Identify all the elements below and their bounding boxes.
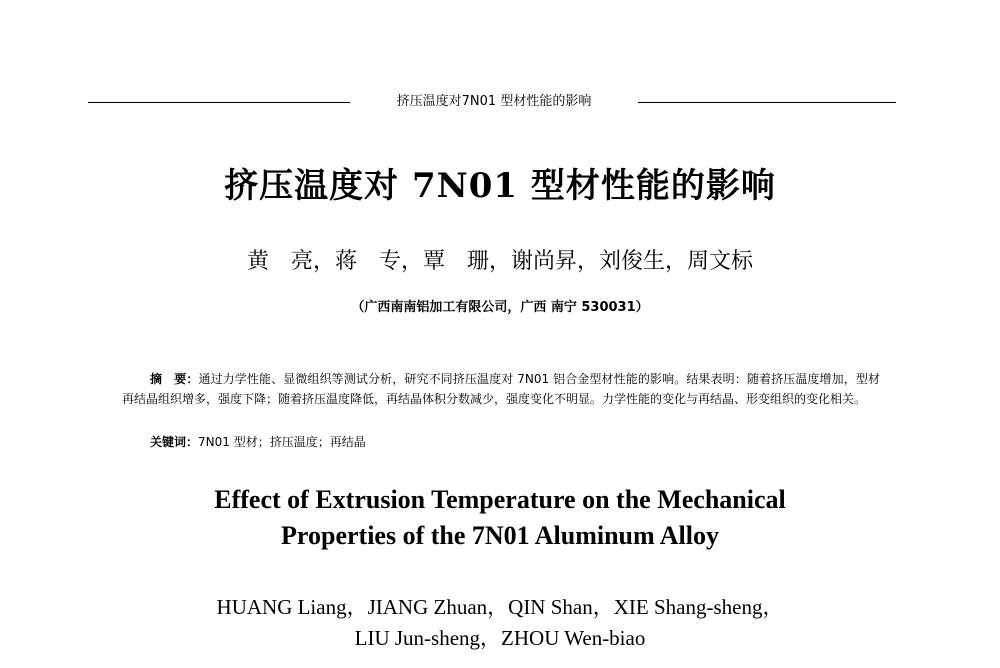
running-header (0, 92, 1000, 112)
paper-title-en (0, 482, 1000, 554)
abstract-cn (122, 369, 880, 409)
abstract-label: 摘 要： (150, 372, 199, 386)
authors-en-line-2: LIU Jun-sheng，ZHOU Wen-biao (354, 626, 646, 650)
keywords-label: 关键词： (150, 435, 199, 449)
running-header-text: 挤压温度对7N01 型材性能的影响 (396, 94, 592, 109)
header-rule-right (638, 102, 896, 103)
keywords-cn (150, 432, 880, 452)
keywords-text: 7N01 型材；挤压温度；再结晶 (198, 435, 366, 449)
header-rule-left (88, 102, 350, 103)
authors-cn: 黄 亮，蒋 专，覃 珊，谢尚昇，刘俊生，周文标 (246, 249, 753, 274)
title-en-line-2: Properties of the 7N01 Aluminum Alloy (281, 521, 719, 550)
authors-en (0, 592, 1000, 654)
authors-en-line-1: HUANG Liang，JIANG Zhuan，QIN Shan，XIE Shang-sheng， (216, 595, 784, 619)
affiliation-cn: （广西南南铝加工有限公司，广西 南宁 530031） (351, 300, 649, 315)
paper-title-cn: 挤压温度对 7N01 型材性能的影响 (224, 166, 776, 206)
abstract-text: 通过力学性能、显微组织等测试分析，研究不同挤压温度对 7N01 铝合金型材性能的影响。结果表明：随着挤压温度增加，型材再结晶组织增多，强度下降；随着挤压温度降低，再结晶体积分数减少，强度变化不明显。力学性能的变化与再结晶、形变组织的变化相关。 (122, 372, 880, 406)
title-en-line-1: Effect of Extrusion Temperature on the Mechanical (214, 485, 786, 514)
